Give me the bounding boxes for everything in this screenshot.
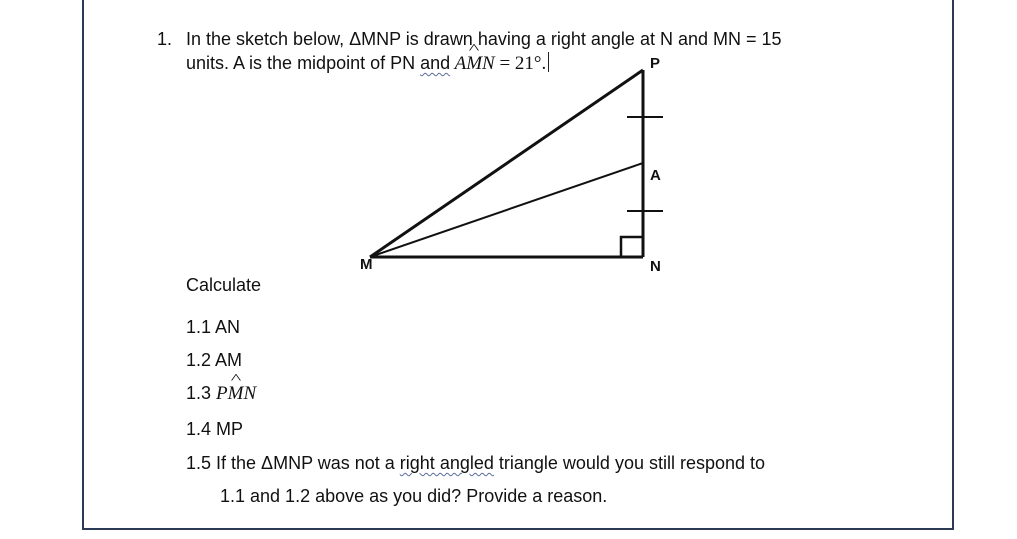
- subquestion-1-5-end: triangle would you still respond to: [493, 453, 766, 473]
- subquestion-1-5-line1: [186, 453, 765, 474]
- vertex-label-a: A: [650, 167, 661, 184]
- segment-ma: [370, 163, 643, 257]
- calculate-heading: Calculate: [186, 275, 262, 295]
- subquestion-1-5-line2: 1.1 and 1.2 above as you did? Provide a reason.: [220, 486, 608, 506]
- question-number: 1.: [157, 29, 173, 49]
- side-mp: [370, 70, 643, 257]
- right-angle-marker: [621, 237, 643, 257]
- question-text-line2-start: units. A is the midpoint of PN: [186, 53, 421, 73]
- angle-amn-vertex: ^ M: [466, 53, 482, 75]
- angle-amn-a: A: [450, 53, 467, 74]
- question-text-line1: In the sketch below, ΔMNP is drawn having a right angle at N and MN = 15: [186, 29, 782, 49]
- vertex-label-n: N: [650, 258, 661, 275]
- subquestion-1-5-start: 1.5 If the ΔMNP was not a: [186, 453, 400, 473]
- angle-amn-value: = 21°.: [494, 53, 547, 74]
- subquestion-1-2: 1.2 AM: [186, 350, 243, 370]
- angle-amn-n: N: [482, 53, 495, 74]
- vertex-label-p: P: [650, 55, 661, 72]
- subquestion-1-3-number: 1.3: [186, 383, 217, 403]
- angle-pmn-p: P: [216, 383, 228, 404]
- subquestion-1-4: 1.4 MP: [186, 419, 244, 439]
- angle-pmn-n: N: [243, 383, 257, 404]
- angle-pmn-vertex: ^ M: [228, 383, 244, 405]
- subquestion-1-3: [186, 383, 256, 405]
- angle-pmn-expression: [216, 383, 256, 404]
- subquestion-1-1: 1.1 AN: [186, 317, 241, 337]
- vertex-label-m: M: [360, 256, 373, 273]
- subquestion-1-5-underlined: right angled: [399, 453, 494, 473]
- question-and-word: and: [420, 53, 451, 73]
